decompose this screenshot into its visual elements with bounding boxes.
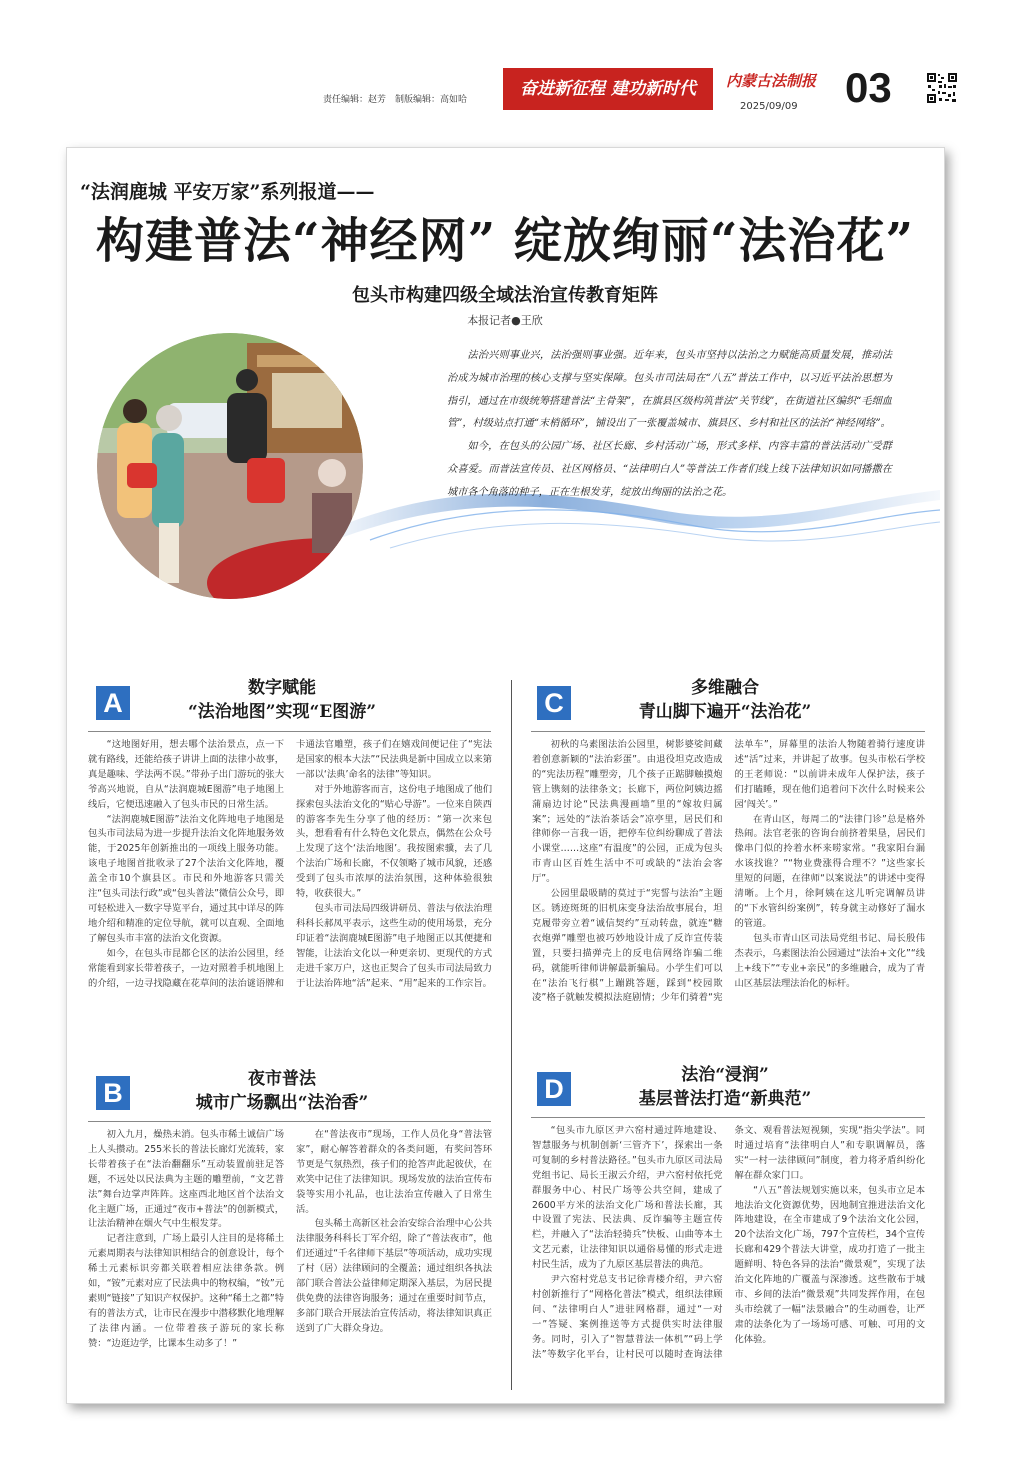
series-kicker: “法润鹿城 平安万家”系列报道—— [80,181,375,203]
body-paragraph: “包头市九原区尹六窑村通过阵地建设、智慧服务与机制创新‘三管齐下’，探索出一条可复制的乡村普法路径。”包头市九原区司法局党组书记、局长王淑云介绍，尹六窑村依托党群服务中心、村民广场等公共空间，建成了2600平方米的法治文化广场和普法长廊，其中设置了宪法、民法典、反诈骗等主题宣传栏，并融入了“法治轻骑兵”快板、山曲等本土文艺元素，让法律知识以通俗易懂的形式走进村民生活，成为了九原区基层普法的典范。 [532,1125,723,1271]
byline: 本报记者●王欣 [467,314,543,327]
subheadline: 包头市构建四级全域法治宣传教育矩阵 [352,285,658,306]
section-body-d [532,1124,925,1394]
body-paragraph: 记者注意到，广场上最引人注目的是将稀土元素周期表与法律知识相结合的创意设计，每个稀土元素标识旁都关联着相应法律条款。例如，“铵”元素对应了民法典中的物权编，“钕”元素则“链接”了知识产权保护。这种“稀土之都”特有的普法方式，让市民在漫步中潜移默化地理解了法律内涵。一位带着孩子游玩的家长称赞：“边逛边学，比课本生动多了！” [88,1233,284,1349]
body-paragraph: “法润鹿城E图游”法治文化阵地电子地图是包头市司法局为进一步提升法治文化阵地服务效能，于2025年创新推出的一项线上服务功能。该电子地图首批收录了27个法治文化阵地，覆盖全市10个旗县区。市民和外地游客只需关注“包头司法行政”或“包头普法”微信公众号，即可轻松进入一数字导览平台，通过其中详尽的阵地介绍和精准的定位导航，就可以直观、全面地了解包头市丰富的法治文化资源。 [88,813,284,944]
section-title-line: 城市广场飘出“法治香” [195,1093,369,1113]
body-paragraph: 在青山区，每周二的“法律门诊”总是格外热闹。法官老张的咨询台前挤着果垦，居民们像串门似的拎着水杯来唠家常。“我家阳台漏水该找谁？”“物业费涨得合理不？”这些家长里短的问题，在律师“以案说法”的讲述中变得清晰。上个月，徐阿姨在这儿听完调解员讲的“下水管纠纷案例”，转身就主动修好了漏水的管道。 [734,813,925,929]
headline: 构建普法“神经网” 绽放绚丽“法治花” [96,213,915,269]
section-divider [531,731,925,732]
photo-legal-volunteers [97,333,363,599]
body-paragraph: 包头市青山区司法局党组书记、局长殷伟杰表示，乌素图法治公园通过“法治+文化”“线上+线下”“专业+亲民”的多维融合，成为了青山区基层法理法治化的标杆。 [734,932,925,989]
section-title-b [157,1067,407,1115]
section-body-a [88,738,492,1038]
body-paragraph: 初入九月，燥热未消。包头市稀土诚信广场上人头攒动。255米长的普法长廊灯光流转，家长带着孩子在“法治翻翻乐”互动装置前驻足答题，不远处以民法典为主题的雕塑前，“文艺普法”舞台边掌声阵阵。这座西北地区首个法治文化主题广场，正通过“夜市+普法”的创新模式，让法治精神在烟火气中生根发芽。 [88,1129,284,1230]
section-body-c [532,738,925,1038]
section-title-a [157,676,407,724]
body-paragraph: 包头市司法局四级讲研员、普法与依法治理科科长郝凤平表示，这些生动的使用场景，充分印证着“法润鹿城E图游”电子地图正以其便捷和智能，让法治文化以一种更亲切、更现代的方式走进千家万户，这也正契合了包头市司法局致力于让法治阵地“活”起来、“用”起来的工作宗旨。 [296,902,492,989]
page-number: 03 [845,64,892,111]
intro-paragraph: 法治兴则事业兴，法治强则事业强。近年来，包头市坚持以法治之力赋能高质量发展，推动法治成为城市治理的核心支撑与坚实保障。包头市司法局在“八五”普法工作中，以习近平法治思想为指引，通过在市级统筹搭建普法“主骨架”，在旗县区级构筑普法“关节线”，在街道社区编织“毛细血管”，村级站点打通“末梢循环”，铺设出了一张覆盖城市、旗县区、乡村和社区的法治“神经网络”。 [447,350,892,430]
body-paragraph: 如今，在包头市昆都仑区的法治公园里，经常能看到家长带着孩子，一边对照着手机地图上的介绍，一边寻找隐藏在花草间的法治谜语牌和卡通法官雕塑，孩子们在嬉戏间便记住了“宪法是国家的根本大法”“民法典是新中国成立以来第一部以‘法典’命名的法律”等知识。 [88,739,492,989]
body-paragraph: 初秋的乌素图法治公园里，树影婆娑间藏着创意新颖的“法治彩蛋”。由退役坦克改造成的“宪法历程”雕塑旁，几个孩子正踮脚触摸炮管上镌刻的法律条文；长廊下，两位阿姨边摇蒲扇边讨论“民法典漫画墙”里的“嫁妆归属案”；远处的“法治茶话会”凉亭里，居民们和律师你一言我一语，把停车位纠纷聊成了普法小课堂……这座“有温度”的公园，正成为包头市青山区百姓生活中不可或缺的“法治会客厅”。 [532,739,723,885]
section-badge-b: B [96,1076,130,1110]
section-title-d [600,1063,850,1111]
column-divider [511,680,512,1390]
section-title-line: “法治地图”实现“E图游” [187,702,377,722]
body-paragraph: 对于外地游客而言，这份电子地图成了他们探索包头法治文化的“贴心导游”。一位来自陕西的游客李先生分享了他的经历：“第一次来包头，想看看有什么特色文化景点，偶然在公众号上发现了这个‘法治地图’。我按图索骥，去了几个法治广场和长廊，不仅领略了城市风貌，还感受到了包头市浓厚的法治氛围，这种体验很独特，收获很大。” [296,783,492,900]
body-paragraph: 包头稀土高新区社会治安综合治理中心公共法律服务科科长丁军介绍，除了“普法夜市”，他们还通过“千名律师下基层”等项活动，成功实现了村（居）法律顾问的全覆盖；通过组织各执法部门联合普法公益律师定期深入基层，为居民提供免费的法律咨询服务；通过在重要时间节点，多部门联合开展法治宣传活动，将法律知识真正送到了广大群众身边。 [296,1218,492,1334]
section-title-line: 数字赋能 [248,678,316,698]
section-divider [88,731,491,732]
newspaper-logo: 内蒙古法制报 [726,72,817,90]
section-title-line: 法治“浸润” [681,1065,769,1085]
body-paragraph: “这地图好用，想去哪个法治景点，点一下就有路线，还能给孩子讲讲上面的法律小故事，真是趣味、学法两不误。”带孙子出门游玩的张大爷高兴地说，自从“法润鹿城E图游”电子地图上线后，它便迅速融入了包头市民的日常生活。 [88,739,284,810]
section-divider [88,1121,491,1122]
qr-code-icon[interactable] [926,72,958,104]
editor-credits: 责任编辑：赵芳 制版编辑：高如哈 [323,95,468,105]
section-badge-a: A [96,686,130,720]
section-badge-c: C [537,686,571,720]
intro-paragraph: 如今，在包头的公园广场、社区长廊、乡村活动广场，形式多样、内容丰富的普法活动广受群众喜爱。而普法宣传员、社区网格员、“法律明白人”等普法工作者们线上线下法律知识如同播撒在城市各个角落的种子，正在生根发芽，绽放出绚丽的法治之花。 [447,441,892,498]
section-body-b [88,1128,492,1394]
body-paragraph: 公园里最吸睛的莫过于“宪誓与法治”主题区。锈迹斑斑的旧机床变身法治故事展台，坦克履带旁立着“诚信契约”互动转盘，就连“糖衣炮弹”雕塑也被巧妙地设计成了反诈宣传装置，只要扫描弹壳上的反电信网络诈骗二维码，就能听律师讲解最新骗局。小学生们可以在“法治飞行棋”上蹦跳答题，踩到“校园欺凌”格子就触发模拟法庭剧情；少年们骑着“宪法单车”，屏幕里的法治人物随着骑行速度讲述“活”过来，并讲起了故事。包头市松石学校的王老师说：“以前讲未成年人保护法，孩子们打瞌睡，现在他们追着问下次什么时候来公园‘闯关’。” [532,739,925,1004]
section-title-line: 青山脚下遍开“法治花” [638,702,812,722]
slogan-banner: 奋进新征程 建功新时代 [503,68,713,110]
section-title-line: 夜市普法 [248,1069,316,1089]
issue-date: 2025/09/09 [740,101,798,112]
section-title-line: 基层普法打造“新典范” [638,1089,812,1109]
article-intro [447,345,892,505]
body-paragraph: “八五”普法规划实施以来，包头市立足本地法治文化资源优势，因地制宜推进法治文化阵地建设，在全市建成了9个法治文化公园，20个法治文化广场，797个宣传栏，34个宣传长廊和429个普法大讲堂，成功打造了一批主题鲜明、特色各异的法治“微景观”，实现了法治文化阵地的广覆盖与深渗透。这些散布于城市、乡间的法治“微景观”共同发挥作用，在包头市绘就了一幅“法景融合”的生动画卷，让严肃的法条化为了一场场可感、可触、可用的文化体验。 [734,1184,925,1345]
body-paragraph: 尹六窑村党总支书记徐青楼介绍，尹六窑村创新推行了“网格化普法”模式，组织法律顾问、“法律明白人”进驻网格群，通过“一对一”答疑、案例推送等方式提供实时法律服务。同时，引入了“智慧普法一体机”“码上学法”等数字化平台，让村民可以随时查询法律条文、观看普法短视频，实现“指尖学法”。同时通过培育“法律明白人”和专职调解员，落实“一村一法律顾问”制度，着力将矛盾纠纷化解在群众家门口。 [532,1125,925,1360]
section-title-line: 多维融合 [691,678,759,698]
section-title-c [600,676,850,724]
body-paragraph: 在“普法夜市”现场，工作人员化身“普法管家”，耐心解答着群众的各类问题，有奖问答环节更是气氛热烈，孩子们的抢答声此起彼伏，在欢笑中记住了法律知识。现场发放的法治宣传布袋等实用小礼品，也让法治宣传融入了日常生活。 [296,1129,492,1215]
section-divider [531,1117,925,1118]
section-badge-d: D [537,1072,571,1106]
